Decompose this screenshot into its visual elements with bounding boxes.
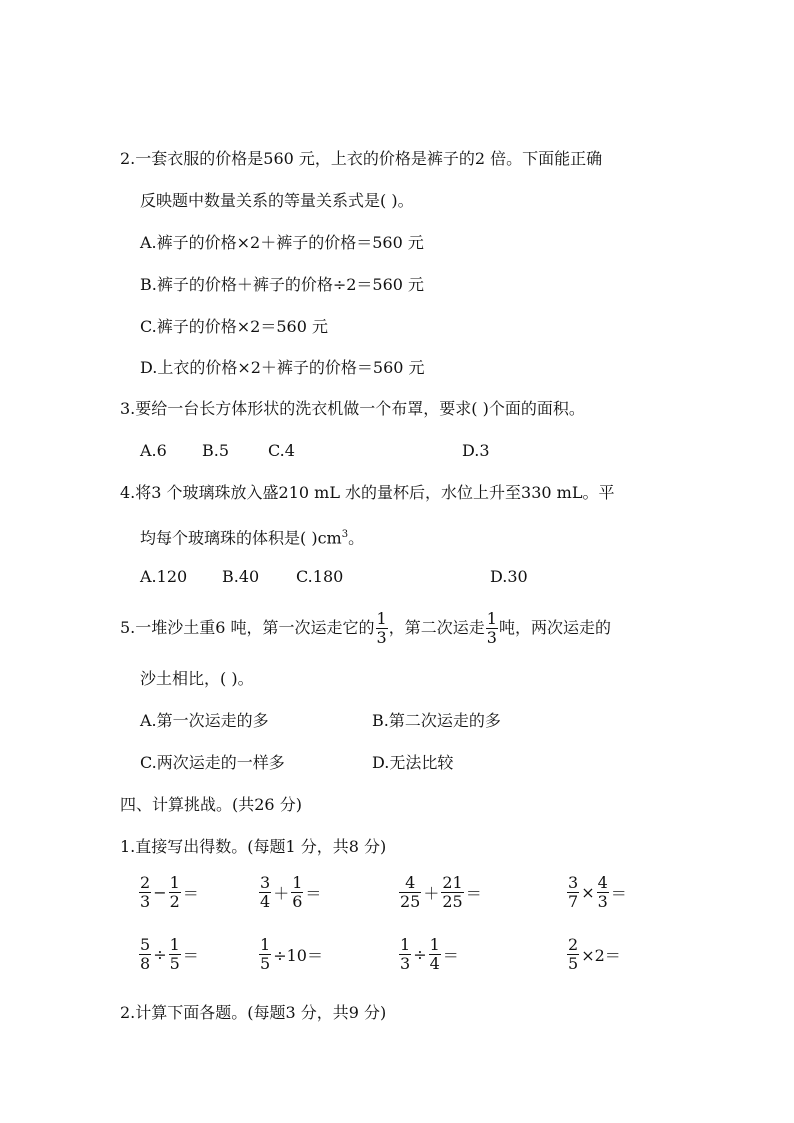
q5-option-c: C.两次运走的一样多 — [140, 753, 285, 772]
q5-stem-line2: 沙土相比，( )。 — [140, 669, 254, 688]
q4-stem-end: 。 — [348, 528, 365, 548]
q5-option-a: A.第一次运走的多 — [140, 711, 269, 730]
section4-sub1: 1.直接写出得数。(每题1 分，共8 分) — [120, 837, 387, 856]
q4-option-b: B.40 — [222, 567, 260, 586]
q5-text-3: 吨，两次运走的 — [498, 618, 611, 637]
q3-stem: 3.要给一台长方体形状的洗衣机做一个布罩，要求( )个面的面积。 — [120, 399, 585, 418]
calc-expr-7: $\frac{1}{3}$ ÷ $\frac{1}{4}$ ＝ — [400, 935, 459, 973]
calc-expr-8: $\frac{2}{5}$ ×2＝ — [568, 935, 621, 973]
q4-stem-line2 — [140, 524, 364, 549]
q5-stem-line1 — [120, 610, 611, 647]
q2-option-c: C.裤子的价格×2＝560 元 — [140, 317, 328, 336]
q2-stem-line1: 2.一套衣服的价格是560 元，上衣的价格是裤子的2 倍。下面能正确 — [120, 149, 603, 168]
q5-option-d: D.无法比较 — [372, 753, 454, 772]
q5-fraction-2: $\frac{1}{3}$ — [486, 609, 497, 647]
q2-option-d: D.上衣的价格×2＋裤子的价格＝560 元 — [140, 358, 425, 377]
q5-text-2: ，第二次运走 — [388, 618, 485, 637]
q5-text-1: 5.一堆沙土重6 吨，第一次运走它的 — [120, 618, 375, 637]
q4-option-c: C.180 — [296, 567, 344, 586]
q5-fraction-1: $\frac{1}{3}$ — [376, 609, 387, 647]
q4-stem-text: 均每个玻璃珠的体积是( )cm — [140, 528, 342, 548]
q4-option-a: A.120 — [140, 567, 188, 586]
q3-option-c: C.4 — [268, 441, 295, 460]
calc-expr-2: $\frac{3}{4}$ ＋ $\frac{1}{6}$ ＝ — [260, 873, 322, 911]
section4-sub2: 2.计算下面各题。(每题3 分，共9 分) — [120, 1003, 387, 1022]
q2-option-b: B.裤子的价格＋裤子的价格÷2＝560 元 — [140, 275, 425, 294]
q3-option-d: D.3 — [462, 441, 490, 460]
section4-title: 四、计算挑战。(共26 分) — [120, 795, 302, 814]
q2-stem-line2: 反映题中数量关系的等量关系式是( )。 — [140, 191, 414, 210]
calc-expr-5: $\frac{5}{8}$ ÷ $\frac{1}{5}$ ＝ — [140, 935, 199, 973]
q3-option-a: A.6 — [140, 441, 167, 460]
calc-expr-6: $\frac{1}{5}$ ÷10＝ — [260, 935, 323, 973]
q3-option-b: B.5 — [202, 441, 230, 460]
calc-expr-3: $\frac{4}{25}$ ＋ $\frac{21}{25}$ ＝ — [400, 873, 482, 911]
q5-option-b: B.第二次运走的多 — [372, 711, 501, 730]
q4-option-d: D.30 — [490, 567, 528, 586]
q4-stem-line1: 4.将3 个玻璃珠放入盛210 mL 水的量杯后，水位上升至330 mL。平 — [120, 483, 615, 502]
q2-option-a: A.裤子的价格×2＋裤子的价格＝560 元 — [140, 233, 424, 252]
q4-unit-exponent: 3 — [341, 529, 349, 540]
calc-expr-4: $\frac{3}{7}$ × $\frac{4}{3}$ ＝ — [568, 873, 627, 911]
calc-expr-1: $\frac{2}{3}$ − $\frac{1}{2}$ ＝ — [140, 873, 199, 911]
